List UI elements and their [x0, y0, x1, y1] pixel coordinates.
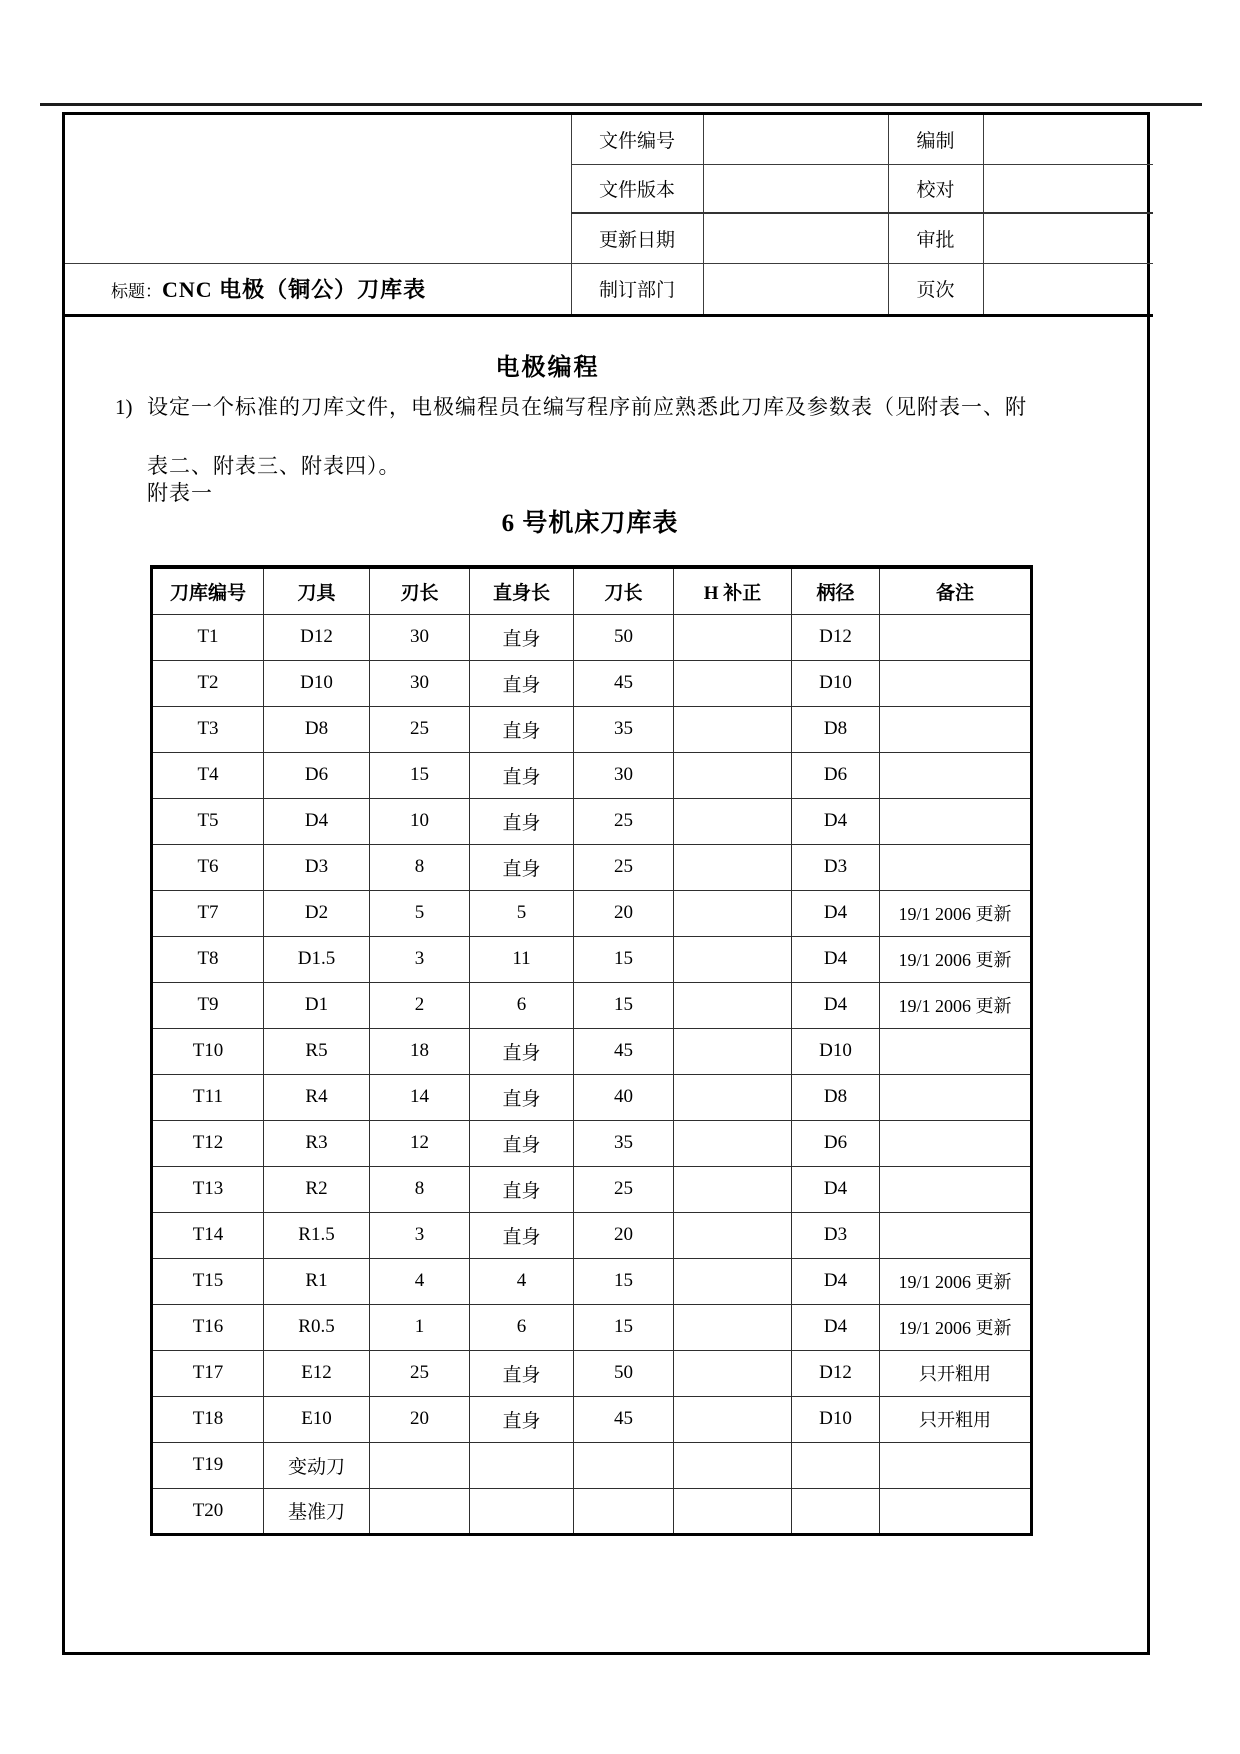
table-row: [152, 1304, 1032, 1350]
cell-shank-diameter: D4: [792, 1166, 880, 1212]
cell-tool-number: T20: [152, 1488, 264, 1534]
table-row: [152, 1028, 1032, 1074]
cell-remark: [880, 1028, 1032, 1074]
cell-h-offset: [674, 982, 792, 1028]
cell-tool: R2: [264, 1166, 370, 1212]
cell-shank-diameter: D4: [792, 798, 880, 844]
cell-tool-length: 30: [574, 752, 674, 798]
cell-straight-length: 4: [470, 1258, 574, 1304]
list-item-number: 1): [115, 395, 133, 419]
cell-h-offset: [674, 1304, 792, 1350]
cell-remark: [880, 1212, 1032, 1258]
cell-remark: [880, 1488, 1032, 1534]
cell-tool-number: T5: [152, 798, 264, 844]
cell-blade-length: 2: [370, 982, 470, 1028]
cell-tool-length: [574, 1442, 674, 1488]
cell-tool-length: 20: [574, 890, 674, 936]
cell-straight-length: 直身: [470, 706, 574, 752]
cell-tool-length: 15: [574, 936, 674, 982]
cell-tool-number: T7: [152, 890, 264, 936]
cell-shank-diameter: D4: [792, 1258, 880, 1304]
cell-blade-length: 25: [370, 706, 470, 752]
cell-shank-diameter: D10: [792, 1396, 880, 1442]
cell-remark: 19/1 2006 更新: [880, 982, 1032, 1028]
cell-straight-length: [470, 1488, 574, 1534]
cell-tool: R3: [264, 1120, 370, 1166]
cell-tool-number: T14: [152, 1212, 264, 1258]
cell-h-offset: [674, 1396, 792, 1442]
column-header-tool-number: 刀库编号: [152, 567, 264, 614]
cell-tool: D6: [264, 752, 370, 798]
cell-tool: D8: [264, 706, 370, 752]
table-row: [152, 1258, 1032, 1304]
cell-tool: D1: [264, 982, 370, 1028]
cell-blade-length: 30: [370, 614, 470, 660]
doc-version-value: [703, 164, 888, 213]
cell-tool: R5: [264, 1028, 370, 1074]
cell-remark: [880, 752, 1032, 798]
cell-remark: 只开粗用: [880, 1396, 1032, 1442]
cell-tool-length: 40: [574, 1074, 674, 1120]
table-row: [152, 1350, 1032, 1396]
cell-h-offset: [674, 890, 792, 936]
title-label: 标题：: [111, 282, 162, 301]
cell-h-offset: [674, 1350, 792, 1396]
compiler-label: 编制: [888, 115, 983, 164]
approval-label: 审批: [888, 213, 983, 263]
cell-remark: 19/1 2006 更新: [880, 1258, 1032, 1304]
cell-remark: [880, 614, 1032, 660]
department-label: 制订部门: [571, 263, 703, 315]
cell-h-offset: [674, 660, 792, 706]
cell-tool-length: 50: [574, 614, 674, 660]
cell-blade-length: 8: [370, 844, 470, 890]
cell-straight-length: 直身: [470, 798, 574, 844]
cell-straight-length: [470, 1442, 574, 1488]
cell-remark: [880, 798, 1032, 844]
cell-straight-length: 直身: [470, 1350, 574, 1396]
cell-shank-diameter: D4: [792, 1304, 880, 1350]
cell-shank-diameter: D4: [792, 890, 880, 936]
column-header-tool: 刀具: [264, 567, 370, 614]
cell-straight-length: 6: [470, 982, 574, 1028]
cell-tool-length: 25: [574, 798, 674, 844]
cell-tool-length: [574, 1488, 674, 1534]
cell-tool-number: T18: [152, 1396, 264, 1442]
cell-remark: [880, 660, 1032, 706]
cell-tool-number: T16: [152, 1304, 264, 1350]
cell-remark: [880, 1120, 1032, 1166]
cell-remark: [880, 1442, 1032, 1488]
update-date-label: 更新日期: [571, 213, 703, 263]
table-row: [152, 1166, 1032, 1212]
tool-table-body: [152, 614, 1032, 1534]
cell-tool-number: T10: [152, 1028, 264, 1074]
table-row: [152, 1212, 1032, 1258]
cell-tool-number: T17: [152, 1350, 264, 1396]
cell-tool: E12: [264, 1350, 370, 1396]
table-row: [152, 752, 1032, 798]
cell-straight-length: 直身: [470, 1396, 574, 1442]
cell-blade-length: 8: [370, 1166, 470, 1212]
tool-table-title: 6 号机床刀库表: [501, 510, 679, 537]
table-row: [152, 660, 1032, 706]
cell-tool-length: 45: [574, 660, 674, 706]
column-header-shank-diameter: 柄径: [792, 567, 880, 614]
cell-straight-length: 6: [470, 1304, 574, 1350]
page-top-rule: [40, 103, 1202, 106]
info-table: [65, 115, 1153, 317]
cell-tool-length: 15: [574, 982, 674, 1028]
cell-straight-length: 直身: [470, 1212, 574, 1258]
table-row: [152, 982, 1032, 1028]
cell-tool-length: 50: [574, 1350, 674, 1396]
cell-h-offset: [674, 1258, 792, 1304]
cell-shank-diameter: D3: [792, 844, 880, 890]
cell-blade-length: [370, 1442, 470, 1488]
table-row: [152, 1488, 1032, 1534]
column-header-tool-length: 刀长: [574, 567, 674, 614]
cell-remark: 19/1 2006 更新: [880, 890, 1032, 936]
cell-shank-diameter: D4: [792, 936, 880, 982]
cell-shank-diameter: D12: [792, 614, 880, 660]
table-row: [152, 1396, 1032, 1442]
proofread-label: 校对: [888, 164, 983, 213]
department-value: [703, 263, 888, 315]
cell-remark: [880, 706, 1032, 752]
cell-tool: D12: [264, 614, 370, 660]
section-heading: 电极编程: [495, 355, 600, 381]
cell-h-offset: [674, 844, 792, 890]
cell-remark: [880, 1166, 1032, 1212]
page-number-label: 页次: [888, 263, 983, 315]
cell-straight-length: 直身: [470, 660, 574, 706]
cell-shank-diameter: D3: [792, 1212, 880, 1258]
cell-h-offset: [674, 936, 792, 982]
cell-shank-diameter: D6: [792, 752, 880, 798]
cell-tool-number: T3: [152, 706, 264, 752]
cell-tool-length: 35: [574, 706, 674, 752]
column-header-remark: 备注: [880, 567, 1032, 614]
cell-straight-length: 直身: [470, 1166, 574, 1212]
cell-straight-length: 11: [470, 936, 574, 982]
cell-blade-length: 4: [370, 1258, 470, 1304]
doc-number-label: 文件编号: [571, 115, 703, 164]
document-title: CNC 电极（铜公）刀库表: [162, 277, 427, 302]
table-row: [152, 936, 1032, 982]
cell-tool-number: T19: [152, 1442, 264, 1488]
document-title-cell: [65, 263, 571, 315]
cell-tool: E10: [264, 1396, 370, 1442]
cell-blade-length: 3: [370, 936, 470, 982]
cell-tool-length: 45: [574, 1028, 674, 1074]
cell-tool: D10: [264, 660, 370, 706]
cell-straight-length: 直身: [470, 1074, 574, 1120]
table-row: [152, 798, 1032, 844]
cell-remark: 19/1 2006 更新: [880, 1304, 1032, 1350]
cell-tool-number: T15: [152, 1258, 264, 1304]
info-title-row: [65, 263, 1153, 315]
cell-tool-length: 25: [574, 1166, 674, 1212]
table-row: [152, 1120, 1032, 1166]
cell-tool: R1: [264, 1258, 370, 1304]
cell-tool: R0.5: [264, 1304, 370, 1350]
info-row-1: [65, 115, 1153, 164]
cell-shank-diameter: [792, 1488, 880, 1534]
cell-h-offset: [674, 1074, 792, 1120]
paragraph-text-1: 设定一个标准的刀库文件，电极编程员在编写程序前应熟悉此刀库及参数表（见附表一、附: [147, 395, 1027, 419]
cell-remark: 只开粗用: [880, 1350, 1032, 1396]
cell-tool-number: T9: [152, 982, 264, 1028]
cell-h-offset: [674, 1442, 792, 1488]
cell-tool-number: T1: [152, 614, 264, 660]
cell-shank-diameter: D12: [792, 1350, 880, 1396]
cell-h-offset: [674, 614, 792, 660]
cell-blade-length: 20: [370, 1396, 470, 1442]
cell-tool: D1.5: [264, 936, 370, 982]
paragraph-line-1: [115, 391, 1027, 421]
cell-blade-length: 15: [370, 752, 470, 798]
cell-h-offset: [674, 1212, 792, 1258]
cell-tool-number: T11: [152, 1074, 264, 1120]
cell-blade-length: 18: [370, 1028, 470, 1074]
cell-straight-length: 直身: [470, 1120, 574, 1166]
table-row: [152, 844, 1032, 890]
cell-tool-number: T13: [152, 1166, 264, 1212]
logo-cell: [65, 115, 571, 263]
cell-tool: D4: [264, 798, 370, 844]
cell-tool-number: T8: [152, 936, 264, 982]
table-row: [152, 706, 1032, 752]
table-row: [152, 614, 1032, 660]
cell-shank-diameter: D10: [792, 1028, 880, 1074]
table-row: [152, 890, 1032, 936]
cell-tool: R4: [264, 1074, 370, 1120]
cell-h-offset: [674, 1028, 792, 1074]
cell-shank-diameter: D10: [792, 660, 880, 706]
cell-tool: D3: [264, 844, 370, 890]
cell-tool-length: 45: [574, 1396, 674, 1442]
tool-table-header-row: [152, 567, 1032, 614]
cell-h-offset: [674, 752, 792, 798]
cell-h-offset: [674, 706, 792, 752]
cell-h-offset: [674, 1120, 792, 1166]
cell-shank-diameter: D6: [792, 1120, 880, 1166]
cell-straight-length: 直身: [470, 614, 574, 660]
cell-remark: 19/1 2006 更新: [880, 936, 1032, 982]
cell-tool: 变动刀: [264, 1442, 370, 1488]
cell-h-offset: [674, 1166, 792, 1212]
cell-tool-number: T6: [152, 844, 264, 890]
cell-tool-length: 25: [574, 844, 674, 890]
cell-blade-length: 10: [370, 798, 470, 844]
cell-shank-diameter: D8: [792, 1074, 880, 1120]
compiler-value: [983, 115, 1153, 164]
proofread-value: [983, 164, 1153, 213]
approval-value: [983, 213, 1153, 263]
doc-version-label: 文件版本: [571, 164, 703, 213]
cell-blade-length: 1: [370, 1304, 470, 1350]
cell-tool: R1.5: [264, 1212, 370, 1258]
table-row: [152, 1074, 1032, 1120]
column-header-h-offset: H 补正: [674, 567, 792, 614]
cell-blade-length: 5: [370, 890, 470, 936]
cell-straight-length: 直身: [470, 1028, 574, 1074]
cell-tool-length: 35: [574, 1120, 674, 1166]
cell-shank-diameter: D8: [792, 706, 880, 752]
cell-tool-number: T12: [152, 1120, 264, 1166]
cell-blade-length: 12: [370, 1120, 470, 1166]
cell-blade-length: 25: [370, 1350, 470, 1396]
cell-h-offset: [674, 1488, 792, 1534]
cell-remark: [880, 844, 1032, 890]
cell-straight-length: 直身: [470, 752, 574, 798]
cell-shank-diameter: [792, 1442, 880, 1488]
cell-tool-length: 20: [574, 1212, 674, 1258]
tool-table: [150, 565, 1033, 1536]
cell-straight-length: 直身: [470, 844, 574, 890]
cell-blade-length: 30: [370, 660, 470, 706]
paragraph-line-2: 表二、附表三、附表四）。: [147, 454, 401, 478]
cell-blade-length: 14: [370, 1074, 470, 1120]
appendix-label: 附表一: [147, 481, 213, 505]
cell-tool: 基准刀: [264, 1488, 370, 1534]
cell-tool-length: 15: [574, 1258, 674, 1304]
cell-tool-number: T2: [152, 660, 264, 706]
cell-blade-length: 3: [370, 1212, 470, 1258]
cell-straight-length: 5: [470, 890, 574, 936]
cell-blade-length: [370, 1488, 470, 1534]
cell-tool: D2: [264, 890, 370, 936]
page-number-value: [983, 263, 1153, 315]
column-header-straight-length: 直身长: [470, 567, 574, 614]
cell-shank-diameter: D4: [792, 982, 880, 1028]
intro-paragraph: [115, 391, 1027, 480]
cell-h-offset: [674, 798, 792, 844]
page-frame: [62, 112, 1150, 1655]
cell-remark: [880, 1074, 1032, 1120]
cell-tool-length: 15: [574, 1304, 674, 1350]
column-header-blade-length: 刃长: [370, 567, 470, 614]
table-row: [152, 1442, 1032, 1488]
cell-tool-number: T4: [152, 752, 264, 798]
doc-number-value: [703, 115, 888, 164]
update-date-value: [703, 213, 888, 263]
